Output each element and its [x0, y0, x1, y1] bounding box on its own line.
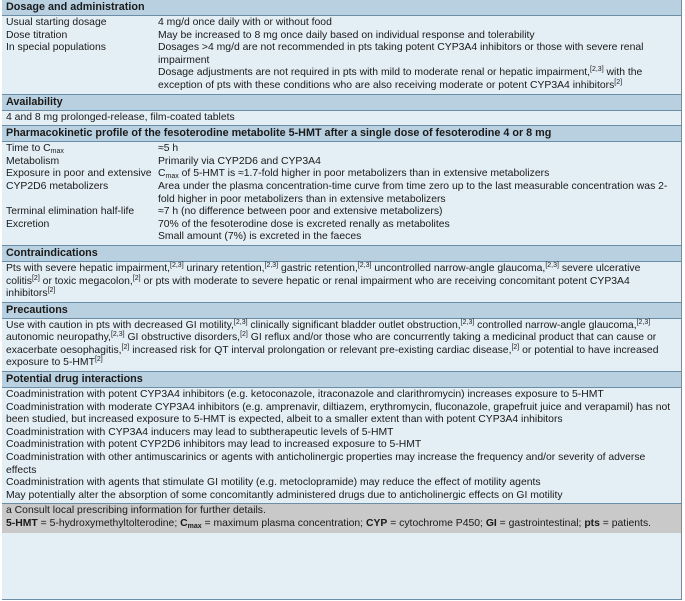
row-value: ≈7 h (no difference between poor and extensive metabolizers)	[158, 206, 443, 218]
row-value: 4 mg/d once daily with or without food	[158, 17, 332, 28]
text: clinically significant bladder outlet obstruction,	[247, 319, 461, 331]
citation: [2,3]	[590, 66, 604, 74]
subscript: max	[50, 148, 64, 156]
row-value: May be increased to 8 mg once daily based on individual response and tolerability	[158, 29, 535, 41]
value-text: Dosage adjustments are not required in pts with mild to moderate renal or hepatic impairment,	[158, 67, 591, 79]
citation: [2]	[240, 331, 248, 339]
section-header-interactions: Potential drug interactions	[2, 371, 681, 388]
text: autonomic neuropathy,	[6, 332, 111, 344]
row-label	[6, 143, 158, 156]
text: GI obstructive disorders,	[124, 332, 241, 344]
subscript: max	[165, 173, 179, 181]
row-value: ≈5 h	[158, 143, 179, 155]
row-label: Dose titration	[6, 29, 68, 41]
contraindications-text	[2, 262, 681, 302]
list-item: Coadministration with potent CYP3A4 inhibitors (e.g. ketoconazole, itraconazole and clarithromycin) increases exposure to 5-HMT	[6, 389, 604, 401]
abbr-def: = gastrointestinal;	[496, 518, 585, 529]
section-header-contraindications: Contraindications	[2, 245, 681, 262]
abbr-def: = 5-hydroxymethyltolterodine;	[37, 518, 181, 529]
row-label: Exposure in poor and extensive CYP2D6 metabolizers	[6, 168, 152, 192]
availability-text	[2, 111, 681, 126]
abbr-term: CYP	[365, 518, 388, 529]
value-text: of 5-HMT is ≈1.7-fold higher in poor metabolizers than in extensive metabolizers	[178, 168, 550, 180]
text: uncontrolled narrow-angle glaucoma,	[371, 262, 546, 274]
abbr-def: = cytochrome P450;	[387, 518, 486, 529]
section-header-pk: Pharmacokinetic profile of the fesoterodine metabolite 5-HMT after a single dose of fesoterodine 4 or 8 mg	[2, 125, 681, 142]
citation: [2,3]	[110, 331, 125, 339]
value-line	[158, 168, 677, 181]
text: severe ulcerative colitis	[6, 262, 641, 287]
paragraph	[6, 320, 677, 370]
value-line	[158, 67, 677, 92]
value-line: 70% of the fesoterodine dose is excreted renally as metabolites	[158, 218, 450, 230]
table-row	[6, 143, 677, 156]
table-row	[6, 42, 677, 92]
citation: [2]	[31, 274, 40, 282]
table-row	[6, 156, 677, 169]
dosage-rows	[2, 16, 681, 94]
citation: [2,3]	[357, 261, 372, 269]
row-value	[158, 219, 677, 244]
text: urinary retention,	[183, 262, 265, 274]
citation: [2,3]	[264, 261, 279, 269]
list-item: Coadministration with moderate CYP3A4 inhibitors (e.g. amprenavir, diltiazem, erythromycin, fluconazole, grapefruit juice and verapamil) has not been studied, but increased exposure to 5-HMT is expected, albeit to a smaller extent than with potent CYP3A4 inhibitors	[6, 401, 671, 426]
list-item: May potentially alter the absorption of some concomitantly administered drugs due to anticholinergic effects on GI motility	[6, 489, 563, 501]
citation: [2,3]	[545, 261, 559, 269]
abbr-term: pts	[584, 518, 600, 529]
text: controlled narrow-angle glaucoma,	[474, 319, 637, 331]
section-header-availability: Availability	[2, 94, 681, 111]
value-line: Small amount (7%) is excreted in the faeces	[158, 231, 362, 243]
citation: [2]	[94, 356, 103, 364]
citation: [2,3]	[460, 318, 475, 326]
table-row	[6, 168, 677, 206]
pk-rows	[2, 142, 681, 245]
text: GI reflux and/or those who are concurrently taking a medicinal product that can cause or exacerbate oesophagitis,	[6, 332, 657, 356]
citation: [2]	[614, 78, 623, 86]
table-row	[6, 30, 677, 43]
row-label: Excretion	[6, 218, 50, 230]
abbr-term: GI	[485, 518, 497, 529]
citation: [2]	[121, 343, 130, 351]
table-row	[6, 219, 677, 244]
value-text: C	[158, 168, 166, 180]
paragraph: 4 and 8 mg prolonged-release, film-coated tablets	[6, 111, 235, 123]
section-header-precautions: Precautions	[2, 302, 681, 319]
row-value	[158, 42, 677, 92]
footnote-a: a Consult local prescribing information for further details.	[6, 505, 266, 517]
text: or toxic megacolon,	[39, 275, 133, 287]
value-text: with the exception of pts with these conditions who are also receiving moderate or potent CYP3A4 inhibitors	[158, 67, 643, 91]
drug-summary-table	[2, 0, 682, 600]
citation: [2]	[132, 274, 141, 282]
value-line: Dosages >4 mg/d are not recommended in pts taking potent CYP3A4 inhibitors or those with severe renal impairment	[158, 42, 644, 66]
row-label: In special populations	[6, 42, 106, 54]
row-label: Terminal elimination half-life	[6, 206, 135, 218]
abbr-term	[180, 518, 202, 529]
citation: [2]	[511, 343, 520, 351]
text: Use with caution in pts with decreased GI motility,	[6, 319, 234, 331]
value-line: Area under the plasma concentration-time curve from time zero up to the last measurable concentration was 2-fold higher in poor metabolizers than in extensive metabolizers	[158, 180, 668, 205]
interactions-list	[2, 388, 681, 503]
precautions-text	[2, 319, 681, 371]
list-item: Coadministration with other antimuscarinics or agents with anticholinergic properties may increase the frequency and/or severity of adverse effects	[6, 452, 646, 476]
section-header-dosage: Dosage and administration	[2, 0, 681, 16]
label-text: Time to C	[6, 143, 51, 155]
citation: [2,3]	[233, 318, 248, 326]
subscript: max	[187, 523, 202, 530]
citation: [2,3]	[636, 318, 651, 326]
abbreviations	[6, 518, 677, 531]
text: Pts with severe hepatic impairment,	[6, 262, 171, 274]
text: or potential to have increased exposure to 5-HMT	[6, 344, 659, 369]
table-row	[6, 17, 677, 30]
list-item: Coadministration with agents that stimulate GI motility (e.g. metoclopramide) may reduce the effect of motility agents	[6, 477, 541, 489]
row-label: Metabolism	[6, 155, 60, 167]
citation: [2,3]	[170, 261, 184, 269]
row-label: Usual starting dosage	[6, 17, 107, 28]
table-row	[6, 206, 677, 219]
abbr-def: = patients.	[599, 518, 652, 529]
list-item: Coadministration with CYP3A4 inducers may lead to subtherapeutic levels of 5-HMT	[6, 426, 394, 438]
abbr-term: 5-HMT	[6, 518, 38, 529]
footnotes	[2, 503, 681, 532]
row-value	[158, 168, 677, 206]
text: gastric retention,	[278, 262, 358, 274]
text: increased risk for QT interval prolongation or relevant pre-existing cardiac disease,	[129, 344, 512, 356]
list-item: Coadministration with potent CYP2D6 inhibitors may lead to increased exposure to 5-HMT	[6, 439, 422, 451]
citation: [2]	[47, 287, 56, 295]
paragraph	[6, 263, 677, 301]
row-value: Primarily via CYP2D6 and CYP3A4	[158, 155, 321, 167]
text: or pts with moderate to severe hepatic or renal impairment who are receiving concomitant potent CYP3A4 inhibitors	[6, 275, 630, 300]
abbr-def: = maximum plasma concentration;	[201, 518, 366, 529]
abbr-term-text: C	[180, 518, 188, 529]
